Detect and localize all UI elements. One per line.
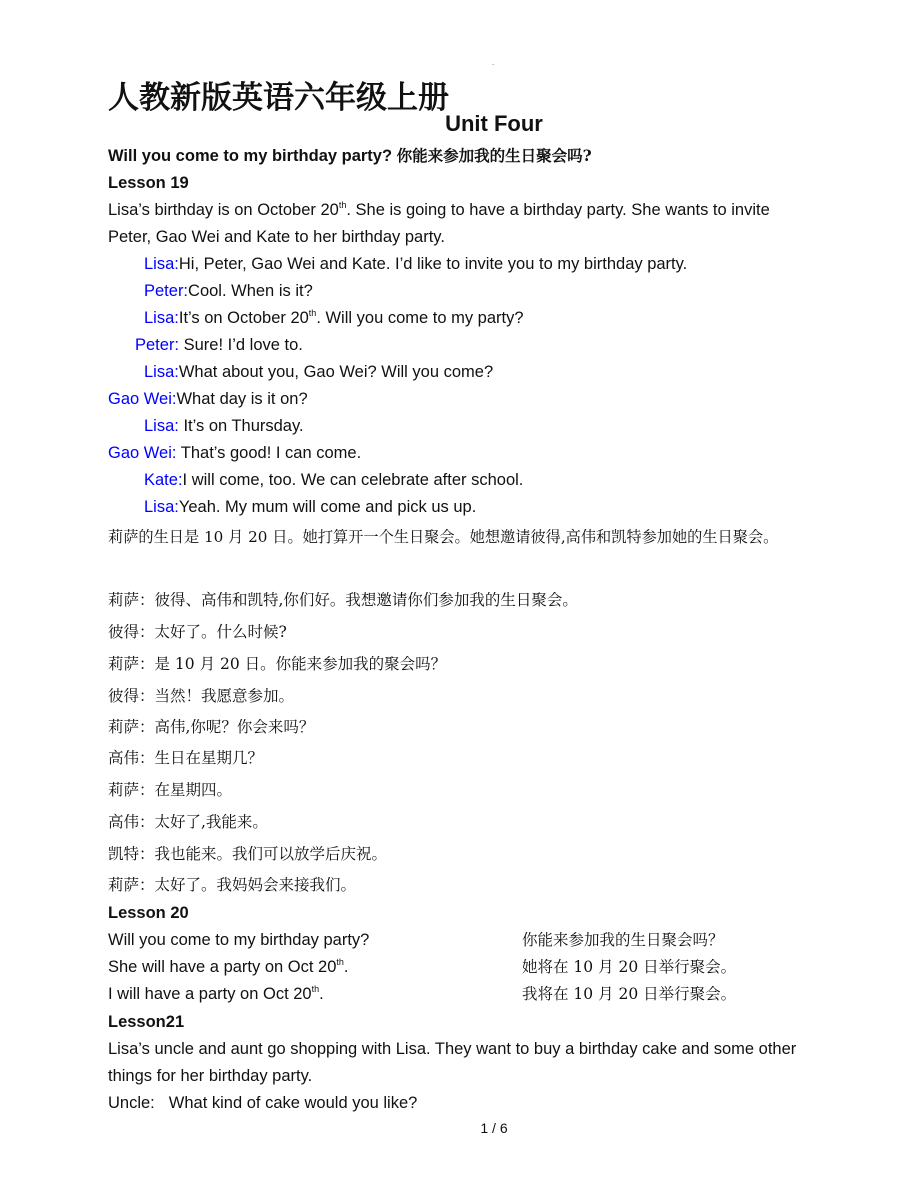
translation-line: 莉萨：高伟,你呢？你会来吗？ (108, 718, 315, 736)
dialogue-line (144, 416, 304, 436)
lesson20-heading: Lesson 20 (108, 904, 189, 922)
utterance: Yeah. My mum will come and pick us up. (178, 498, 477, 516)
lesson19-intro-line2: Peter, Gao Wei and Kate to her birthday party. (108, 228, 445, 246)
ordinal-sup: th (308, 308, 317, 318)
lesson19-intro-line1 (108, 200, 770, 220)
dialogue-line (144, 308, 524, 328)
lesson20-row-cn: 你能来参加我的生日聚会吗？ (522, 931, 724, 949)
utterance: What day is it on? (176, 390, 308, 408)
dialogue-line (108, 389, 308, 409)
utterance: Cool. When is it? (188, 282, 313, 300)
row-en-a: She will have a party on Oct 20 (108, 958, 337, 976)
speaker: Gao Wei: (108, 444, 177, 462)
document-title: 人教新版英语六年级上册 (108, 80, 449, 116)
speaker: Lisa: (144, 255, 179, 273)
ordinal-sup: th (336, 957, 344, 967)
speaker: Peter: (144, 282, 189, 300)
translation-line: 高伟：太好了,我能来。 (108, 813, 268, 831)
lesson21-heading: Lesson21 (108, 1013, 185, 1031)
utterance: That’s good! I can come. (176, 444, 362, 462)
speaker: Kate: (144, 471, 183, 489)
subtitle-cn: 你能来参加我的生日聚会吗? (396, 146, 592, 165)
unit-title: Unit Four (445, 111, 543, 136)
speaker: Gao Wei: (108, 390, 177, 408)
translation-line: 彼得：当然！我愿意参加。 (108, 687, 295, 705)
speaker: Lisa: (144, 417, 179, 435)
intro-text-b: . She is going to have a birthday party. She wants to invite (346, 201, 770, 219)
translation-line: 莉萨：在星期四。 (108, 781, 233, 799)
dialogue-line (108, 443, 361, 463)
lesson20-row-cn: 她将在 10 月 20 日举行聚会。 (522, 958, 737, 976)
translation-intro: 莉萨的生日是 10 月 20 日。她打算开一个生日聚会。她想邀请彼得,高伟和凯特参加她的生日聚会。 (108, 528, 779, 546)
utterance: Hi, Peter, Gao Wei and Kate. I’d like to invite you to my birthday party. (178, 255, 688, 273)
lesson19-heading: Lesson 19 (108, 174, 189, 192)
row-en-b: . (319, 985, 324, 1003)
dialogue-line (144, 470, 523, 490)
translation-line: 彼得：太好了。什么时候? (108, 623, 287, 641)
unit-subtitle (108, 146, 592, 166)
dialogue-line (144, 497, 476, 517)
ordinal-sup: th (338, 200, 347, 210)
header-dot: . (492, 58, 495, 67)
utterance-b: . Will you come to my party? (316, 309, 524, 327)
intro-text-a: Lisa’s birthday is on October 20 (108, 201, 339, 219)
lesson21-intro-line2: things for her birthday party. (108, 1067, 313, 1085)
utterance: It’s on Thursday. (178, 417, 304, 435)
speaker: Uncle: (108, 1094, 155, 1112)
row-en-b: . (343, 958, 349, 976)
lesson20-row-cn: 我将在 10 月 20 日举行聚会。 (522, 985, 737, 1003)
dialogue-line (135, 335, 303, 355)
translation-line: 凯特：我也能来。我们可以放学后庆祝。 (108, 845, 388, 863)
lesson21-dialogue-line (108, 1093, 417, 1113)
speaker: Lisa: (144, 498, 179, 516)
translation-line: 莉萨：是 10 月 20 日。你能来参加我的聚会吗？ (108, 655, 447, 673)
ordinal-sup: th (311, 984, 320, 994)
dialogue-line (144, 362, 493, 382)
utterance: I will come, too. We can celebrate after school. (182, 471, 524, 489)
speaker: Peter: (135, 336, 180, 354)
translation-line: 莉萨：彼得、高伟和凯特,你们好。我想邀请你们参加我的生日聚会。 (108, 591, 578, 609)
speaker: Lisa: (144, 309, 179, 327)
utterance: Sure! I’d love to. (179, 336, 303, 354)
speaker: Lisa: (144, 363, 179, 381)
utterance-a: It’s on October 20 (178, 309, 309, 327)
row-en-a: I will have a party on Oct 20 (108, 985, 312, 1003)
utterance: What kind of cake would you like? (168, 1094, 418, 1112)
utterance: What about you, Gao Wei? Will you come? (178, 363, 494, 381)
translation-line: 莉萨：太好了。我妈妈会来接我们。 (108, 876, 357, 894)
page-number: 1 / 6 (480, 1120, 508, 1136)
translation-line: 高伟：生日在星期几？ (108, 749, 264, 767)
lesson20-row (108, 930, 369, 950)
lesson20-row (108, 984, 324, 1004)
dialogue-line (144, 281, 313, 301)
lesson20-row (108, 957, 348, 977)
lesson21-intro-line1: Lisa’s uncle and aunt go shopping with Lisa. They want to buy a birthday cake and some other (108, 1040, 797, 1058)
subtitle-en: Will you come to my birthday party? (108, 147, 393, 165)
dialogue-line (144, 254, 687, 274)
row-en: Will you come to my birthday party? (108, 931, 370, 949)
